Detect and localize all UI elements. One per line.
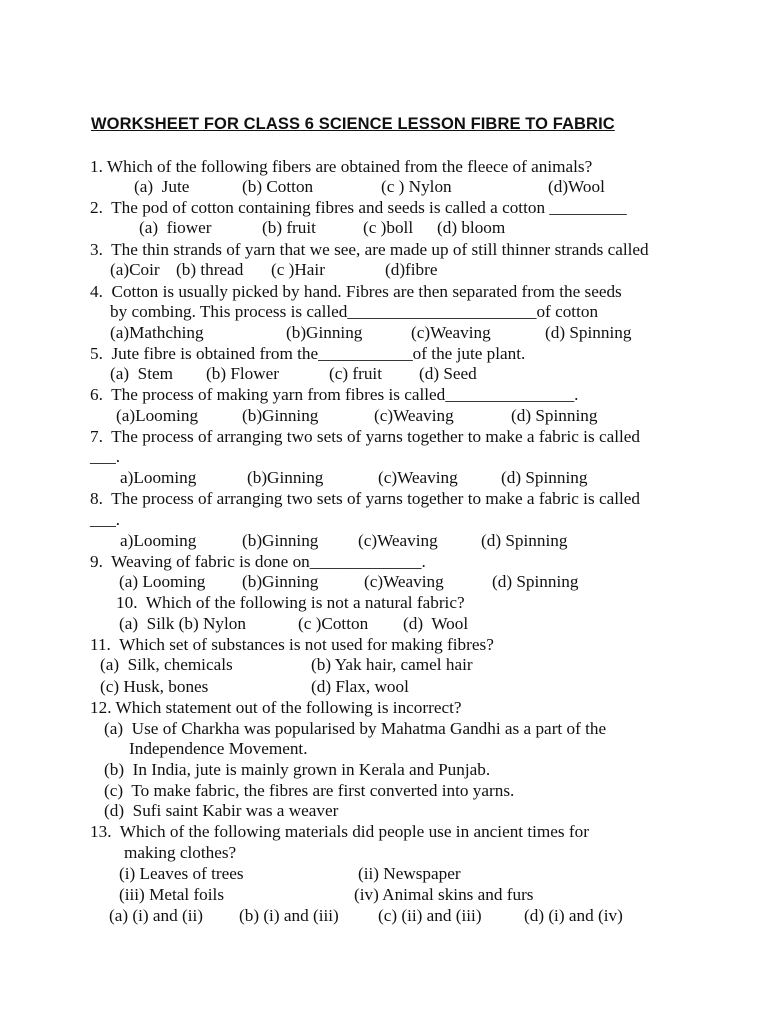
question-13-options [0,906,623,1006]
option-a-continued: Independence Movement. [129,739,308,758]
question-13: 13. Which of the following materials did people use in ancient times for [90,822,589,841]
question-10: 10. Which of the following is not a natural fabric? [116,593,465,612]
option-a: (a)Mathching [110,323,204,342]
option-a: (a) Silk, chemicals [100,655,233,674]
question-8-continued: ___. [90,510,121,529]
question-13-continued: making clothes? [124,843,237,862]
option-b: (b) fruit [262,218,316,237]
option-c: (c )Hair [271,260,325,279]
option-d: (d)Wool [548,177,605,196]
question-11: 11. Which set of substances is not used for making fibres? [90,635,494,654]
option-a: (a)Coir [110,260,160,279]
question-8: 8. The process of arranging two sets of yarns together to make a fabric is called [90,489,640,508]
option-b: (b) Flower [206,364,280,383]
question-9: 9. Weaving of fabric is done on_____________. [90,552,426,571]
worksheet-title: WORKSHEET FOR CLASS 6 SCIENCE LESSON FIBRE TO FABRIC [91,115,615,133]
option-a: a)Looming [120,468,197,487]
option-b: (b) (i) and (iii) [239,906,339,925]
item-ii: (ii) Newspaper [358,864,461,883]
option-c: (c) fruit [329,364,382,383]
item-iii: (iii) Metal foils [119,885,225,904]
option-b: (b)Ginning [242,531,319,550]
option-a: (a) Use of Charkha was popularised by Mahatma Gandhi as a part of the [104,719,607,738]
question-7: 7. The process of arranging two sets of yarns together to make a fabric is called [90,427,640,446]
option-c: (c )boll [363,218,414,237]
option-a: (a) (i) and (ii) [109,906,204,925]
option-d: (d) Seed [419,364,477,383]
option-b: (b)Ginning [242,572,319,591]
option-b: (b) Yak hair, camel hair [311,655,473,674]
question-7-continued: ___. [90,447,121,466]
option-a-b: (a) Silk (b) Nylon [119,614,246,633]
option-a: (a) Stem [110,364,174,383]
question-6: 6. The process of making yarn from fibres is called_______________. [90,385,579,404]
option-d: (d) Sufi saint Kabir was a weaver [104,801,339,820]
option-c: (c) (ii) and (iii) [378,906,482,925]
question-1: 1. Which of the following fibers are obtained from the fleece of animals? [90,157,593,176]
option-c: (c)Weaving [378,468,458,487]
option-d: (d) Spinning [545,323,632,342]
option-b: (b) thread [176,260,244,279]
option-d: (d) Flax, wool [311,677,409,696]
option-a: a)Looming [120,531,197,550]
option-c: (c)Weaving [374,406,454,425]
option-d: (d) bloom [437,218,506,237]
option-c: (c ) Nylon [381,177,452,196]
option-a: (a) Jute [134,177,190,196]
option-d: (d) Spinning [481,531,568,550]
option-d: (d)fibre [385,260,438,279]
option-b: (b) In India, jute is mainly grown in Kerala and Punjab. [104,760,491,779]
question-4: 4. Cotton is usually picked by hand. Fibres are then separated from the seeds [90,282,622,301]
option-a: (a) fiower [139,218,212,237]
option-c: (c)Weaving [364,572,444,591]
option-c: (c )Cotton [298,614,369,633]
option-d: (d) (i) and (iv) [524,906,623,925]
option-c: (c) Husk, bones [100,677,209,696]
option-c: (c)Weaving [358,531,438,550]
option-d: (d) Spinning [511,406,598,425]
option-c: (c)Weaving [411,323,491,342]
option-a: (a) Looming [119,572,206,591]
item-iv: (iv) Animal skins and furs [354,885,534,904]
option-c: (c) To make fabric, the fibres are first converted into yarns. [104,781,515,800]
option-b: (b)Ginning [247,468,324,487]
question-12: 12. Which statement out of the following is incorrect? [90,698,462,717]
option-d: (d) Spinning [492,572,579,591]
option-d: (d) Spinning [501,468,588,487]
question-5: 5. Jute fibre is obtained from the___________of the jute plant. [90,344,526,363]
question-4-continued: by combing. This process is called______________________of cotton [110,302,599,321]
option-d: (d) Wool [403,614,469,633]
option-b: (b) Cotton [242,177,314,196]
question-2: 2. The pod of cotton containing fibres and seeds is called a cotton _________ [90,198,627,217]
option-b: (b)Ginning [286,323,363,342]
option-b: (b)Ginning [242,406,319,425]
item-i: (i) Leaves of trees [119,864,244,883]
option-a: (a)Looming [116,406,199,425]
question-3: 3. The thin strands of yarn that we see, are made up of still thinner strands called [90,240,649,259]
